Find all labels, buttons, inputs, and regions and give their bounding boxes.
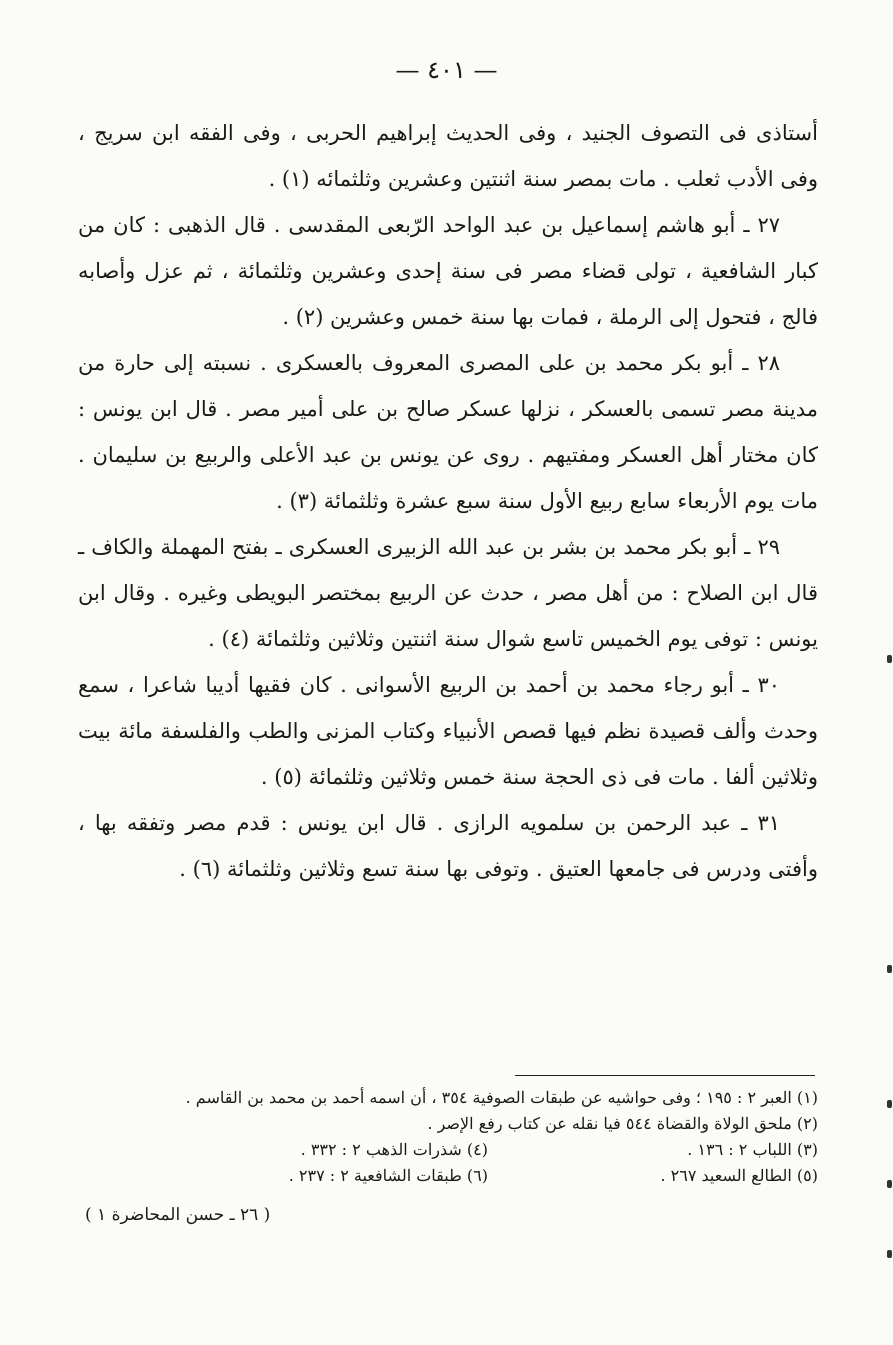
footnote-3: (٣) اللباب ٢ : ١٣٦ . [687,1140,818,1159]
footnote-row-5-6 [78,1163,818,1189]
paragraph-continuation: أستاذى فى التصوف الجنيد ، وفى الحديث إبراهيم الحربى ، وفى الفقه ابن سريج ، وفى الأدب ثعلب . مات بمصر سنة اثنتين وعشرين وثلثمائه (١) . [78,121,818,191]
main-text [78,110,818,892]
page-number: — ٤٠١ — [395,56,498,84]
footnote-1: (١) العبر ٢ : ١٩٥ ؛ وفى حواشيه عن طبقات الصوفية ٣٥٤ ، أن اسمه أحمد بن محمد بن القاسم . [185,1088,818,1107]
footnotes-divider [515,1075,815,1076]
footnote-2: (٢) ملحق الولاة والقضاة ٥٤٤ فيا نقله عن كتاب رفع الإصر . [427,1114,818,1133]
entry-31: ٣١ ـ عبد الرحمن بن سلمويه الرازى . قال ابن يونس : قدم مصر وتفقه بها ، وأفتى ودرس فى جامعها العتيق . وتوفى بها سنة تسع وثلاثين وثلثمائة (٦) . [78,811,818,881]
scan-edge-mark [887,965,892,973]
entry-27: ٢٧ ـ أبو هاشم إسماعيل بن عبد الواحد الرّبعى المقدسى . قال الذهبى : كان من كبار الشافعية ، تولى قضاء مصر فى سنة إحدى وعشرين وثلثمائة ، ثم عزل وأصابه فالج ، فتحول إلى الرملة ، فمات بها سنة خمس وعشرين (٢) . [78,213,818,329]
entry-28: ٢٨ ـ أبو بكر محمد بن على المصرى المعروف بالعسكرى . نسبته إلى حارة من مدينة مصر تسمى بالعسكر ، نزلها عسكر صالح بن على أمير مصر . قال ابن يونس : كان مختار أهل العسكر ومفتيهم . روى عن يونس بن عبد الأعلى والربيع بن سليمان . مات يوم الأربعاء سابع ربيع الأول سنة سبع عشرة وثلثمائة (٣) . [78,351,818,513]
signature-mark: ( ٢٦ ـ حسن المحاضرة ١ ) [85,1205,271,1225]
footnote-row-3-4 [78,1137,818,1163]
footnote-4: (٤) شذرات الذهب ٢ : ٣٣٢ . [300,1140,488,1159]
scan-edge-mark [887,1250,892,1258]
footnote-5: (٥) الطالع السعيد ٢٦٧ . [660,1166,818,1185]
footnote-6: (٦) طبقات الشافعية ٢ : ٢٣٧ . [288,1166,488,1185]
entry-30: ٣٠ ـ أبو رجاء محمد بن أحمد بن الربيع الأسوانى . كان فقيها أديبا شاعرا ، سمع وحدث وألف قصيدة نظم فيها قصص الأنبياء وكتاب المزنى والطب والفلسفة مائة بيت وثلاثين ألفا . مات فى ذى الحجة سنة خمس وثلاثين وثلثمائة (٥) . [78,673,818,789]
footnotes [78,1085,818,1189]
scan-edge-mark [887,1180,892,1188]
scan-edge-mark [887,655,892,663]
scan-edge-mark [887,1100,892,1108]
entry-29: ٢٩ ـ أبو بكر محمد بن بشر بن عبد الله الزبيرى العسكرى ـ بفتح المهملة والكاف ـ قال ابن الصلاح : من أهل مصر ، حدث عن الربيع بمختصر البويطى وغيره . وقال ابن يونس : توفى يوم الخميس تاسع شوال سنة اثنتين وثلاثين وثلثمائة (٤) . [78,535,818,651]
